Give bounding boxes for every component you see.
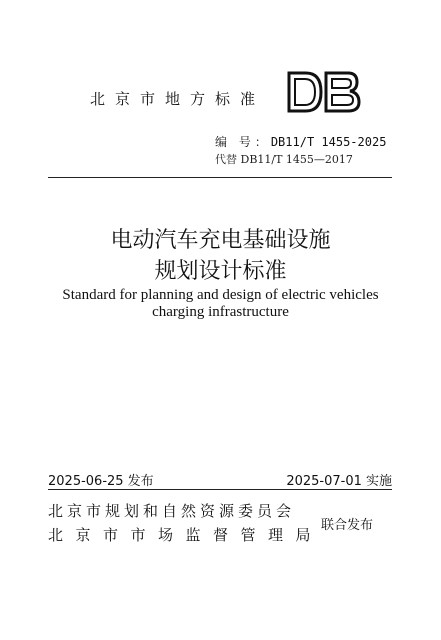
issuer-org-1: 北京市规划和自然资源委员会	[48, 502, 296, 520]
standard-number	[215, 133, 386, 151]
standard-level-label: 北京市地方标准	[90, 90, 266, 108]
replaces-standard: 代替 DB11/T 1455—2017	[215, 153, 353, 166]
standard-number-label: 编 号：	[215, 135, 271, 149]
top-divider	[48, 177, 392, 178]
title-en-line1: Standard for planning and design of electric vehicles	[62, 287, 379, 303]
bottom-divider	[48, 489, 392, 490]
title-cn-line2: 规划设计标准	[154, 259, 287, 284]
standard-code-block	[215, 133, 386, 169]
standard-number-value: DB11/T 1455-2025	[270, 135, 387, 149]
db-logo	[286, 70, 362, 114]
joint-issue-label: 联合发布	[321, 518, 374, 533]
title-cn-line1: 电动汽车充电基础设施	[110, 228, 331, 253]
issuer-org-2: 北京市市场监督管理局	[48, 526, 324, 544]
title-en-line2: charging infrastructure	[152, 304, 289, 320]
implementation-date: 2025-07-01 实施	[286, 474, 392, 489]
issue-date: 2025-06-25 发布	[48, 474, 154, 489]
